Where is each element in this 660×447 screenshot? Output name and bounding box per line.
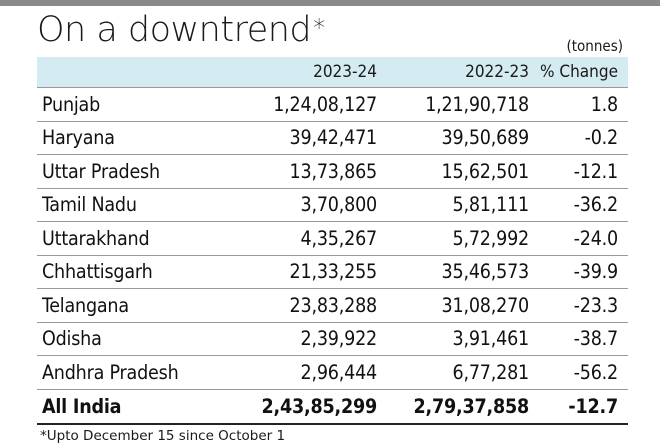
table-total-row bbox=[37, 389, 628, 424]
value-2022-23-cell: 15,62,501 bbox=[387, 155, 539, 189]
table-row bbox=[37, 88, 628, 122]
value-2023-24-cell: 3,70,800 bbox=[227, 188, 387, 222]
value-2023-24-cell: 23,83,288 bbox=[227, 289, 387, 323]
change-cell: -12.1 bbox=[539, 155, 628, 189]
state-cell: Chhattisgarh bbox=[37, 255, 227, 289]
value-2023-24-cell: 4,35,267 bbox=[227, 222, 387, 256]
page-title bbox=[37, 8, 325, 52]
data-table bbox=[37, 57, 628, 425]
change-cell: 1.8 bbox=[539, 88, 628, 122]
table-row bbox=[37, 289, 628, 323]
table-row bbox=[37, 356, 628, 390]
column-header-2023-24: 2023-24 bbox=[227, 57, 387, 88]
table-row bbox=[37, 222, 628, 256]
value-2022-23-cell: 5,72,992 bbox=[387, 222, 539, 256]
table-row bbox=[37, 188, 628, 222]
state-cell: Tamil Nadu bbox=[37, 188, 227, 222]
total-2022-23-cell: 2,79,37,858 bbox=[387, 389, 539, 424]
value-2022-23-cell: 39,50,689 bbox=[387, 121, 539, 155]
change-cell: -23.3 bbox=[539, 289, 628, 323]
title-text: On a downtrend bbox=[37, 10, 312, 50]
top-rule bbox=[0, 0, 660, 6]
total-2023-24-cell: 2,43,85,299 bbox=[227, 389, 387, 424]
value-2023-24-cell: 1,24,08,127 bbox=[227, 88, 387, 122]
value-2022-23-cell: 1,21,90,718 bbox=[387, 88, 539, 122]
state-cell: Odisha bbox=[37, 322, 227, 356]
value-2023-24-cell: 21,33,255 bbox=[227, 255, 387, 289]
table-header-row bbox=[37, 57, 628, 88]
footnote: *Upto December 15 since October 1 bbox=[40, 428, 286, 444]
change-cell: -38.7 bbox=[539, 322, 628, 356]
change-cell: -39.9 bbox=[539, 255, 628, 289]
state-cell: Andhra Pradesh bbox=[37, 356, 227, 390]
value-2022-23-cell: 6,77,281 bbox=[387, 356, 539, 390]
table-row bbox=[37, 155, 628, 189]
change-cell: -24.0 bbox=[539, 222, 628, 256]
column-header-state bbox=[37, 57, 227, 88]
value-2022-23-cell: 31,08,270 bbox=[387, 289, 539, 323]
units-label: (tonnes) bbox=[566, 37, 623, 55]
table-row bbox=[37, 255, 628, 289]
value-2022-23-cell: 35,46,573 bbox=[387, 255, 539, 289]
total-change-cell: -12.7 bbox=[539, 389, 628, 424]
column-header-change: % Change bbox=[539, 57, 628, 88]
column-header-2022-23: 2022-23 bbox=[387, 57, 539, 88]
value-2023-24-cell: 2,96,444 bbox=[227, 356, 387, 390]
state-cell: Punjab bbox=[37, 88, 227, 122]
value-2023-24-cell: 39,42,471 bbox=[227, 121, 387, 155]
change-cell: -56.2 bbox=[539, 356, 628, 390]
state-cell: Haryana bbox=[37, 121, 227, 155]
table-row bbox=[37, 121, 628, 155]
table-row bbox=[37, 322, 628, 356]
value-2022-23-cell: 5,81,111 bbox=[387, 188, 539, 222]
state-cell: Uttar Pradesh bbox=[37, 155, 227, 189]
total-label-cell: All India bbox=[37, 389, 227, 424]
value-2022-23-cell: 3,91,461 bbox=[387, 322, 539, 356]
state-cell: Uttarakhand bbox=[37, 222, 227, 256]
value-2023-24-cell: 13,73,865 bbox=[227, 155, 387, 189]
value-2023-24-cell: 2,39,922 bbox=[227, 322, 387, 356]
title-footnote-marker: * bbox=[313, 14, 325, 42]
change-cell: -0.2 bbox=[539, 121, 628, 155]
state-cell: Telangana bbox=[37, 289, 227, 323]
change-cell: -36.2 bbox=[539, 188, 628, 222]
